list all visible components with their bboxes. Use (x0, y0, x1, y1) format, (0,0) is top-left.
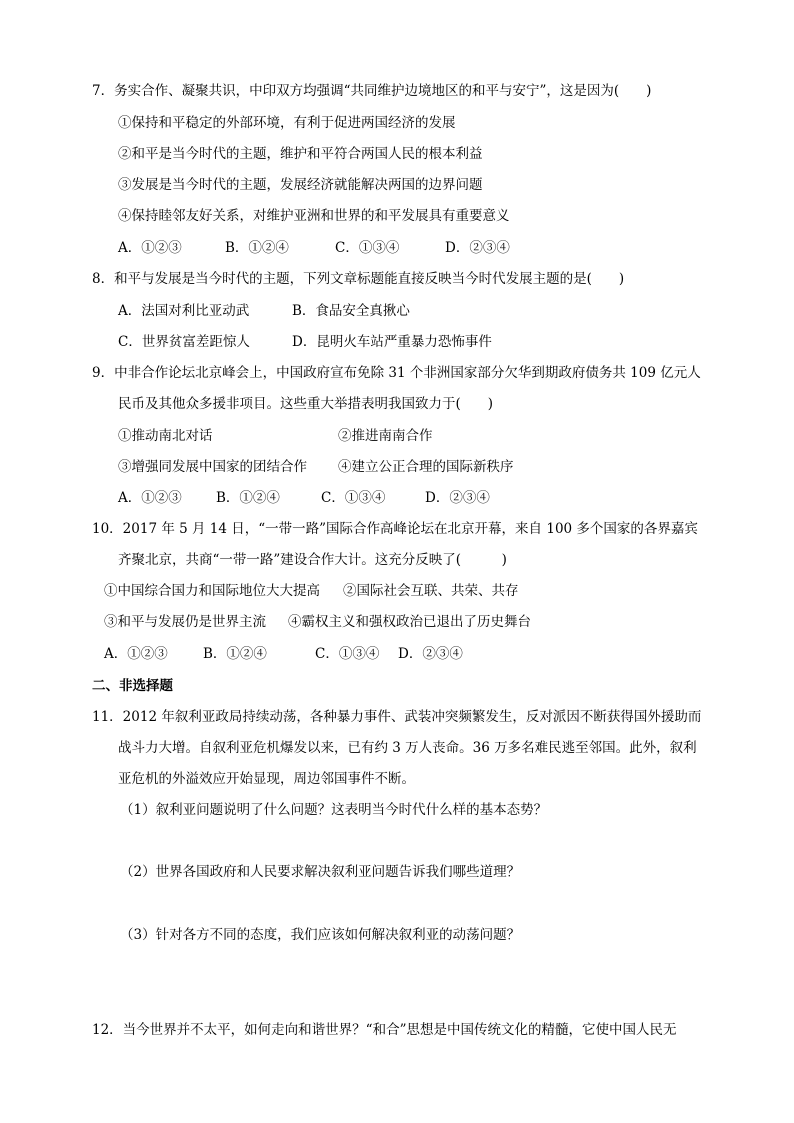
q9-item-1: ①推动南北对话 (118, 428, 213, 444)
q9-item-4: ④建立公正合理的国际新秩序 (338, 459, 514, 475)
q9-option-d: D．②③④ (425, 490, 490, 506)
section-2-heading: 二、非选择题 (92, 678, 173, 694)
q10-item-1: ①中国综合国力和国际地位大大提高 (104, 583, 320, 599)
q10-stem-line-1: 10．2017 年 5 月 14 日，“一带一路”国际合作高峰论坛在北京开幕，来自 100 多个国家的各界嘉宾 (92, 521, 698, 537)
q7-item-3: ③发展是当今时代的主题，发展经济就能解决两国的边界问题 (118, 177, 483, 193)
q10-option-b: B．①②④ (203, 646, 267, 662)
q10-option-d: D．②③④ (398, 646, 463, 662)
q8-stem: 8．和平与发展是当今时代的主题，下列文章标题能直接反映当今时代发展主题的是( ) (92, 271, 625, 287)
q9-option-a: A．①②③ (118, 490, 182, 506)
q12-stem-line-1: 12．当今世界并不太平，如何走向和谐世界？“和合”思想是中国传统文化的精髓，它使中国人民无 (92, 1022, 677, 1038)
q7-stem: 7．务实合作、凝聚共识，中印双方均强调“共同维护边境地区的和平与安宁”，这是因为( ) (92, 83, 652, 99)
q7-option-d: D．②③④ (445, 240, 510, 256)
q9-item-3: ③增强同发展中国家的团结合作 (118, 459, 307, 475)
q11-subquestion-3: （3）针对各方不同的态度，我们应该如何解决叙利亚的动荡问题？ (120, 927, 521, 943)
q8-option-d: D．昆明火车站严重暴力恐怖事件 (292, 334, 492, 350)
q10-option-a: A．①②③ (104, 646, 168, 662)
q9-option-b: B．①②④ (216, 490, 280, 506)
q7-option-a: A．①②③ (118, 240, 182, 256)
q9-stem-line-1: 9．中非合作论坛北京峰会上，中国政府宣布免除 31 个非洲国家部分欠华到期政府债务共 109 亿元人 (92, 365, 701, 381)
q11-stem-line-2: 战斗力大增。自叙利亚危机爆发以来，已有约 3 万人丧命。36 万多名难民逃至邻国。此外，叙利 (118, 740, 697, 756)
q7-option-c: C．①③④ (335, 240, 400, 256)
q7-item-1: ①保持和平稳定的外部环境，有利于促进两国经济的发展 (118, 115, 456, 131)
q7-item-4: ④保持睦邻友好关系，对维护亚洲和世界的和平发展具有重要意义 (118, 208, 510, 224)
q7-item-2: ②和平是当今时代的主题，维护和平符合两国人民的根本利益 (118, 146, 483, 162)
q9-item-2: ②推进南南合作 (338, 428, 433, 444)
q10-item-3: ③和平与发展仍是世界主流 (104, 614, 266, 630)
q11-subquestion-2: （2）世界各国政府和人民要求解决叙利亚问题告诉我们哪些道理？ (120, 864, 521, 880)
q9-option-c: C．①③④ (321, 490, 386, 506)
q9-stem-line-2: 民币及其他众多援非项目。这些重大举措表明我国致力于( ) (118, 396, 494, 412)
q10-item-2: ②国际社会互联、共荣、共存 (343, 583, 519, 599)
q10-option-c: C．①③④ (315, 646, 380, 662)
q10-stem-line-2: 齐聚北京，共商“一带一路”建设合作大计。这充分反映了( ) (118, 552, 507, 568)
q8-option-a: A．法国对利比亚动武 (118, 303, 250, 319)
q11-subquestion-1: （1）叙利亚问题说明了什么问题？这表明当今时代什么样的基本态势？ (120, 802, 548, 818)
q11-stem-line-3: 亚危机的外溢效应开始显现，周边邻国事件不断。 (118, 771, 415, 787)
q8-option-c: C．世界贫富差距惊人 (118, 334, 250, 350)
q7-option-b: B．①②④ (225, 240, 289, 256)
q8-option-b: B．食品安全真揪心 (292, 303, 410, 319)
q10-item-4: ④霸权主义和强权政治已退出了历史舞台 (288, 614, 531, 630)
q11-stem-line-1: 11．2012 年叙利亚政局持续动荡，各种暴力事件、武装冲突频繁发生，反对派因不断获得国外援助而 (92, 709, 702, 725)
